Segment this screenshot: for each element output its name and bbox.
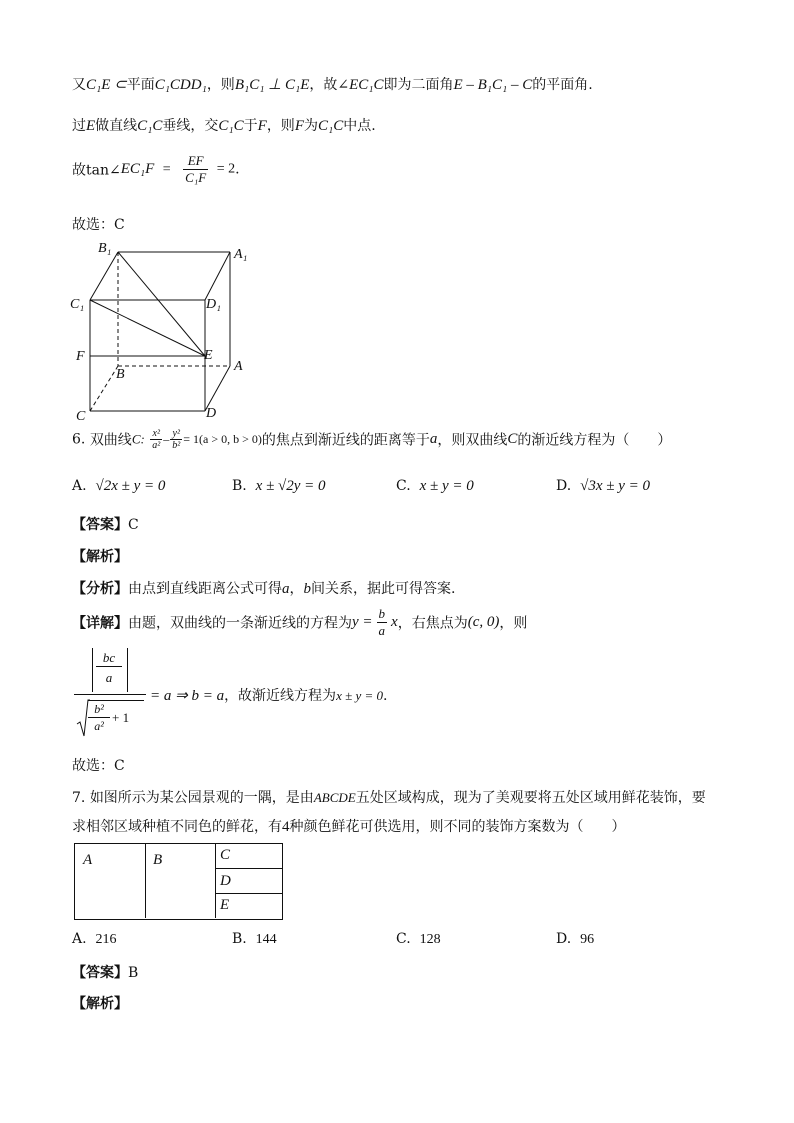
option-c[interactable] bbox=[396, 931, 441, 948]
question-7-line-2 bbox=[72, 816, 626, 836]
text: 故tan∠ bbox=[72, 162, 121, 179]
analysis-tag: 【解析】 bbox=[72, 549, 128, 565]
math: x bbox=[391, 614, 398, 630]
point-label-e: E bbox=[204, 348, 213, 363]
analysis-line bbox=[72, 546, 128, 566]
option-a[interactable] bbox=[72, 478, 165, 495]
math: y = bbox=[352, 614, 373, 630]
math: = 2 bbox=[216, 161, 236, 177]
answer-tag: 【答案】 bbox=[72, 517, 128, 533]
question-6-stem bbox=[72, 428, 671, 451]
analysis-line-2 bbox=[72, 993, 128, 1013]
math: C₁CDD₁ bbox=[154, 77, 207, 93]
point-label-d: D bbox=[206, 406, 217, 421]
fenxi-line bbox=[72, 578, 455, 598]
math: b bbox=[303, 581, 311, 597]
den-plus: + 1 bbox=[112, 710, 130, 725]
math: F bbox=[294, 118, 304, 134]
region-c bbox=[216, 844, 282, 869]
option-a[interactable] bbox=[72, 931, 116, 948]
region-label: D bbox=[220, 873, 231, 889]
text: 的渐近线方程为（ ） bbox=[517, 432, 672, 449]
point-label-a1: A₁ bbox=[234, 247, 248, 262]
math: = 1(a > 0, b > 0) bbox=[183, 432, 262, 446]
point-label-c: C bbox=[76, 409, 86, 424]
text: ，则 bbox=[266, 118, 295, 134]
option-d[interactable] bbox=[556, 931, 594, 948]
option-text: 216 bbox=[95, 932, 117, 947]
text: ，则双曲线 bbox=[437, 432, 508, 449]
math: ABCDE bbox=[313, 790, 356, 805]
region-b bbox=[147, 844, 216, 918]
fraction bbox=[183, 153, 208, 186]
option-label: C. bbox=[396, 478, 411, 494]
main-fraction-bar bbox=[74, 694, 146, 695]
region-e bbox=[216, 894, 282, 918]
text-line-1 bbox=[72, 74, 593, 94]
fraction-denominator: a bbox=[378, 623, 386, 638]
cube-figure bbox=[68, 236, 268, 426]
question-number: 6. bbox=[72, 431, 86, 448]
math: a bbox=[282, 581, 290, 597]
den-bottom: a² bbox=[94, 719, 104, 733]
option-text: 96 bbox=[580, 932, 595, 947]
text: ，故渐近线方程为 bbox=[224, 688, 337, 704]
fraction-denominator: a² bbox=[152, 440, 161, 451]
text: . bbox=[235, 161, 240, 178]
cube-edge bbox=[205, 366, 230, 411]
math: C: bbox=[131, 431, 145, 447]
fraction-denominator: C₁F bbox=[185, 170, 207, 185]
point-label-b1: B₁ bbox=[98, 241, 112, 256]
math: EC₁F bbox=[120, 161, 155, 177]
segment-b1e bbox=[118, 252, 205, 356]
region-label: C bbox=[220, 847, 231, 863]
option-b[interactable] bbox=[232, 931, 277, 948]
fraction-denominator: b² bbox=[172, 440, 181, 451]
option-label: A. bbox=[72, 478, 87, 494]
answer-line bbox=[72, 514, 139, 534]
region-a bbox=[75, 844, 146, 918]
fraction-numerator: x² bbox=[150, 428, 162, 440]
text: ，则 bbox=[206, 77, 235, 93]
text: 垂线，交 bbox=[162, 118, 219, 134]
text: 间关系，据此可得答案. bbox=[311, 581, 456, 597]
text: 平面 bbox=[126, 77, 155, 93]
answer-value: B bbox=[128, 965, 139, 981]
text: 的焦点到渐近线的距离等于 bbox=[261, 432, 430, 449]
text: 双曲线 bbox=[89, 432, 132, 449]
region-diagram bbox=[74, 843, 283, 920]
fraction bbox=[377, 606, 388, 639]
option-text: x ± y = 0 bbox=[419, 478, 474, 494]
text: 的平面角. bbox=[532, 77, 593, 93]
math: C bbox=[507, 431, 518, 447]
fraction-numerator: EF bbox=[183, 153, 208, 170]
text: 过 bbox=[72, 118, 86, 134]
segment-c1e bbox=[90, 300, 205, 356]
point-label-f: F bbox=[76, 349, 85, 364]
text: 为 bbox=[303, 118, 318, 134]
text: 五处区域构成，现为了美观要将五处区域用鲜花装饰，要 bbox=[355, 790, 706, 806]
distance-formula bbox=[74, 648, 146, 738]
math: E bbox=[86, 118, 96, 134]
option-label: D. bbox=[556, 931, 572, 947]
option-b[interactable] bbox=[232, 478, 326, 495]
point-label-b: B bbox=[116, 367, 125, 382]
abs-numerator bbox=[92, 648, 128, 692]
text: 如图所示为某公园景观的一隅，是由 bbox=[89, 790, 314, 806]
math: F bbox=[257, 118, 267, 134]
text: 做直线 bbox=[95, 118, 138, 134]
math: C₁E ⊂ bbox=[86, 77, 127, 93]
choose-line-2: 故选：C bbox=[72, 758, 125, 774]
text: 求相邻区域种植不同色的鲜花，有 bbox=[72, 819, 282, 835]
math: C₁C bbox=[137, 118, 163, 134]
math: 4 bbox=[282, 819, 290, 835]
analysis-tag: 【解析】 bbox=[72, 996, 128, 1012]
question-7-line-1 bbox=[72, 787, 706, 807]
text: ， bbox=[289, 581, 304, 597]
text: 种颜色鲜花可供选用，则不同的装饰方案数为（ ） bbox=[289, 819, 626, 835]
math: – bbox=[163, 432, 170, 446]
text: 于 bbox=[243, 118, 258, 134]
text: . bbox=[383, 688, 388, 704]
fraction-numerator: b bbox=[378, 606, 386, 621]
option-c[interactable] bbox=[396, 478, 474, 495]
math: x ± y = 0 bbox=[336, 688, 384, 703]
text: 即为二面角 bbox=[383, 77, 454, 93]
option-text: √2x ± y = 0 bbox=[95, 478, 166, 494]
question-number: 7. bbox=[72, 790, 86, 806]
text: 由题，双曲线的一条渐近线的方程为 bbox=[128, 615, 352, 632]
detail-line bbox=[72, 606, 527, 639]
option-text: 144 bbox=[255, 932, 277, 947]
option-label: D. bbox=[556, 478, 572, 494]
text: 中点. bbox=[343, 118, 376, 134]
fraction-numerator: y² bbox=[170, 428, 182, 440]
region-label: B bbox=[153, 852, 163, 868]
abs-bottom: a bbox=[105, 670, 113, 685]
cube-edge bbox=[90, 252, 118, 300]
text: ，则 bbox=[499, 615, 528, 632]
point-label-d1: D₁ bbox=[206, 297, 221, 312]
option-label: C. bbox=[396, 931, 411, 947]
fraction bbox=[170, 428, 182, 451]
fraction bbox=[150, 428, 162, 451]
text: ，故∠ bbox=[309, 77, 350, 93]
result-line bbox=[150, 685, 387, 705]
option-label: A. bbox=[72, 931, 87, 947]
abs-top: bc bbox=[96, 650, 122, 667]
sqrt-overline bbox=[88, 700, 144, 701]
fenxi-tag: 【分析】 bbox=[72, 581, 128, 597]
equals-sign: = bbox=[162, 161, 171, 177]
region-d bbox=[216, 869, 282, 894]
answer-tag: 【答案】 bbox=[72, 965, 128, 981]
den-top: b² bbox=[88, 702, 110, 718]
text: 又 bbox=[72, 77, 86, 93]
option-d[interactable] bbox=[556, 478, 650, 495]
math: = a ⇒ b = a bbox=[150, 688, 225, 704]
region-label: A bbox=[83, 852, 93, 868]
option-text: x ± √2y = 0 bbox=[255, 478, 326, 494]
math: C₁C bbox=[317, 118, 344, 134]
option-text: √3x ± y = 0 bbox=[580, 478, 650, 494]
point-label-c1: C₁ bbox=[70, 297, 85, 312]
detail-tag: 【详解】 bbox=[72, 615, 128, 632]
option-label: B. bbox=[232, 478, 247, 494]
text-line-3 bbox=[72, 153, 240, 186]
option-text: 128 bbox=[419, 932, 441, 947]
math: E – B₁C₁ – C bbox=[453, 77, 533, 93]
math: EC₁C bbox=[349, 77, 384, 93]
math: (c, 0) bbox=[467, 614, 500, 630]
option-label: B. bbox=[232, 931, 247, 947]
math: B₁C₁ ⊥ C₁E bbox=[234, 77, 310, 93]
text: ，右焦点为 bbox=[397, 615, 468, 632]
hidden-edge bbox=[90, 366, 118, 411]
answer-value: C bbox=[128, 517, 139, 533]
choose-line: 故选：C bbox=[72, 217, 125, 233]
text: 由点到直线距离公式可得 bbox=[128, 581, 282, 597]
math: a bbox=[429, 431, 438, 447]
answer-line-2 bbox=[72, 962, 138, 982]
point-label-a: A bbox=[234, 359, 243, 374]
math: C₁C bbox=[218, 118, 244, 134]
cube-edge bbox=[205, 252, 230, 300]
text-line-2 bbox=[72, 115, 376, 135]
region-label: E bbox=[220, 897, 230, 913]
